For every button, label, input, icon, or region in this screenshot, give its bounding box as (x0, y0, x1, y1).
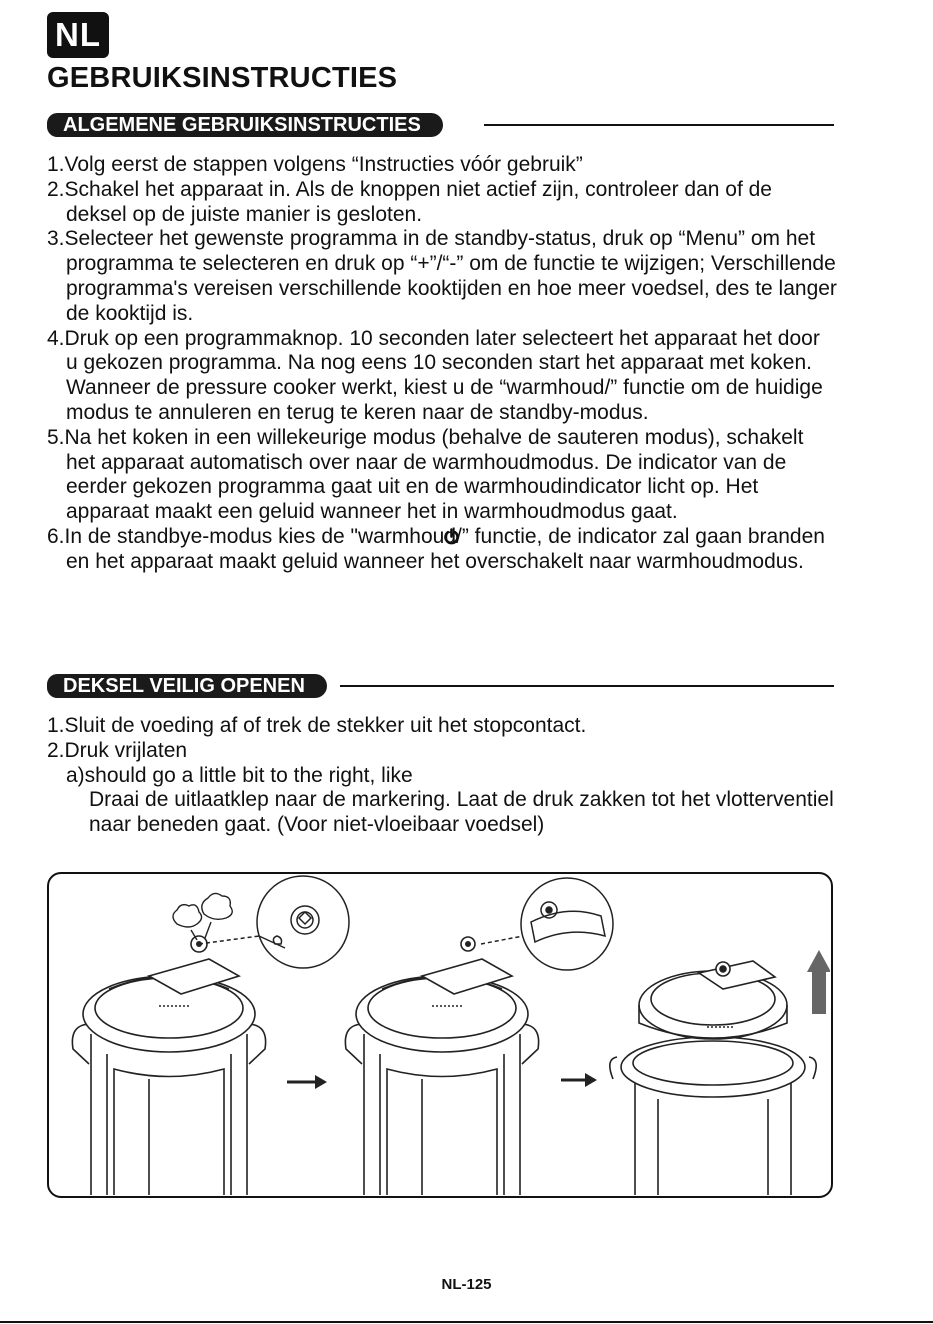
lid-opening-illustration (47, 872, 833, 1198)
open-lid-list (47, 714, 837, 838)
arrow-up-icon (807, 950, 830, 1014)
list-item-text: 6.In de standbye-modus kies de "warmhoud/ (47, 524, 462, 548)
list-item (47, 525, 837, 575)
arrow-right-icon (561, 1073, 597, 1087)
general-instructions-list (47, 153, 837, 575)
section-divider-line (484, 124, 834, 126)
section-divider-line (340, 685, 834, 687)
language-badge: NL (47, 12, 109, 58)
illustration-svg (49, 874, 830, 1195)
list-item: 3.Selecteer het gewenste programma in de standby-status, druk op “Menu” om het programma te selecteren en druk op “+”/“-” om de functie te wijzigen; Verschillende programma's vereisen verschillende kooktijden en hoe meer voedsel, des te langer de kooktijd is. (47, 227, 837, 325)
section-heading-label: DEKSEL VEILIG OPENEN (47, 674, 327, 698)
list-item: 5.Na het koken in een willekeurige modus (behalve de sauteren modus), schakelt het apparaat automatisch over naar de warmhoudmodus. De indicator van de eerder gekozen programma gaat uit en de warmhoudindicator licht op. Het apparaat maakt een geluid wanneer het in warmhoudmodus gaat. (47, 425, 804, 524)
sub-item-text: Draai de uitlaatklep naar de markering. Laat de druk zakken tot het vlotterventiel naar beneden gaat. (Voor niet-vloeibaar voedsel) (89, 788, 834, 837)
section-header-open-lid-safely (47, 674, 834, 698)
arrow-right-icon (287, 1075, 327, 1089)
page-number: NL-125 (441, 1276, 492, 1293)
cooker-valve-down (345, 937, 538, 1195)
valve-detail-circle (199, 876, 349, 968)
footer-divider (0, 1321, 933, 1323)
list-item: 2.Druk vrijlaten (47, 738, 188, 762)
sub-item-label: a)should go a little bit to the right, like (66, 763, 413, 787)
list-item: 1.Volg eerst de stappen volgens “Instructies vóór gebruik” (47, 153, 583, 176)
list-item-text: ” functie, de indicator zal gaan branden en het apparaat maakt geluid wanneer het overschakelt naar warmhoudmodus. (66, 524, 825, 573)
valve-detail-circle (481, 878, 613, 970)
section-header-general-instructions (47, 113, 834, 137)
steam-icon (173, 893, 232, 940)
list-item: 1.Sluit de voeding af of trek de stekker uit het stopcontact. (47, 714, 587, 737)
section-heading-label: ALGEMENE GEBRUIKSINSTRUCTIES (47, 113, 443, 137)
lid-lifted-off (610, 961, 816, 1195)
list-item: 4.Druk op een programmaknop. 10 seconden later selecteert het apparaat het door u gekozen programma. Na nog eens 10 seconden start het apparaat met koken. Wanneer de pressure cooker werkt, kiest u de “warmhoud/” functie om de huidige modus te annuleren en terug te keren naar de standby-modus. (47, 326, 823, 424)
list-sub-item (47, 764, 837, 838)
cooker-venting-steam (72, 936, 265, 1195)
list-item: 2.Schakel het apparaat in. Als de knoppen niet actief zijn, controleer dan of de deksel op de juiste manier is gesloten. (47, 177, 772, 226)
page-title: GEBRUIKSINSTRUCTIES (47, 62, 398, 94)
